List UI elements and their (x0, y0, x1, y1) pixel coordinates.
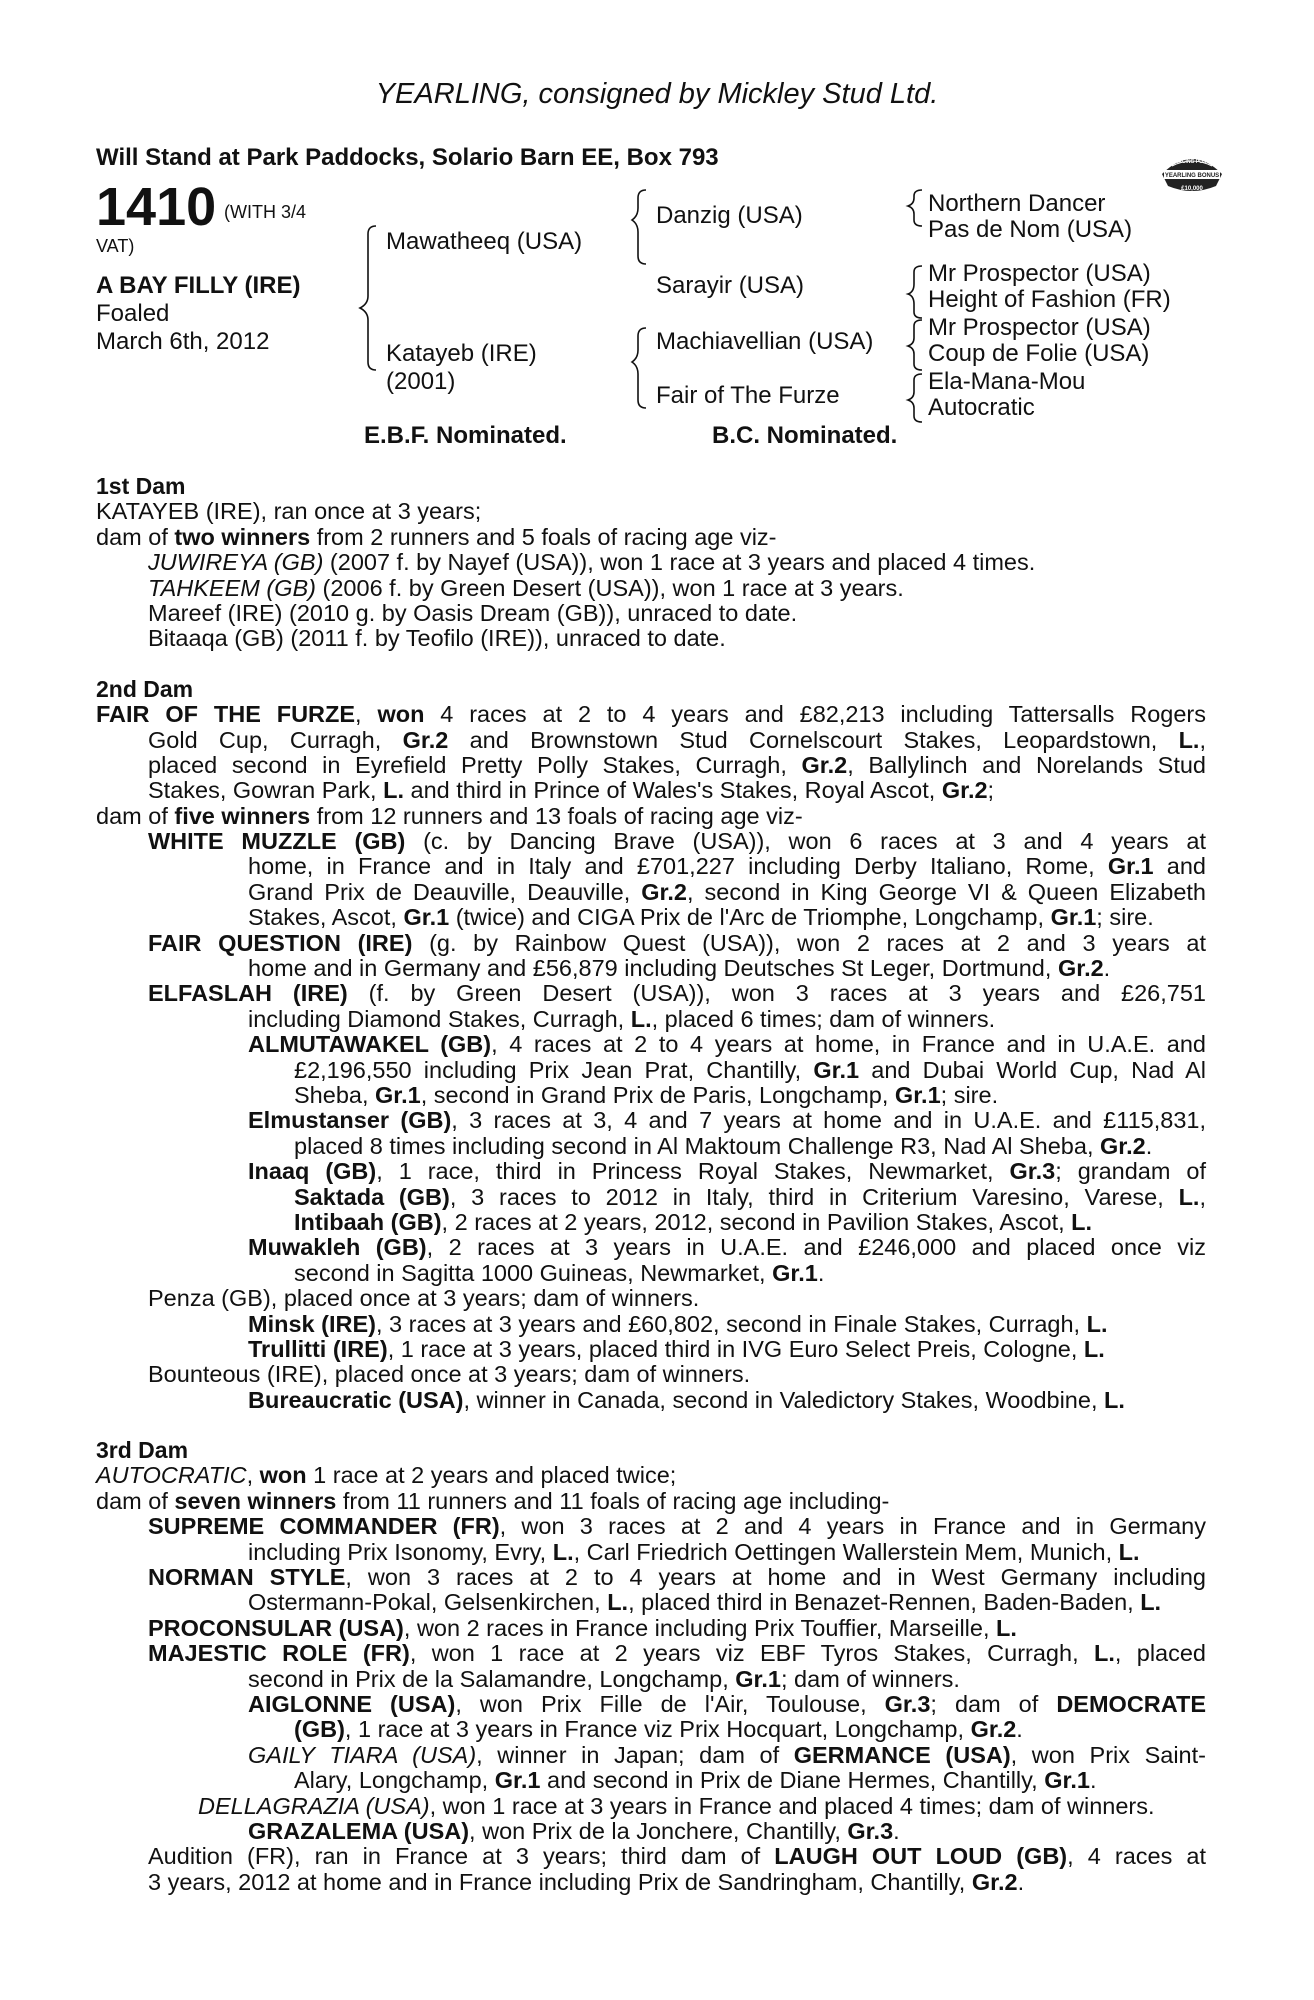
text: dam of (96, 1487, 175, 1514)
minsk-line (96, 1312, 1206, 1337)
text: ; sire. (1096, 904, 1154, 931)
dam-sire-dam: Coup de Folie (USA) (928, 340, 1150, 367)
text-bold: Gr.3 (884, 1690, 931, 1717)
text-bold: Bureaucratic (USA) (248, 1386, 464, 1413)
muwakleh-line (96, 1261, 1206, 1286)
third-dam-title: 3rd Dam (96, 1437, 189, 1464)
text-bold: L. (1071, 1208, 1093, 1235)
text: 1 race at 2 years and placed twice; (306, 1462, 677, 1489)
supreme-commander-line (96, 1540, 1206, 1565)
text-bold: Gr.2 (941, 777, 988, 804)
text: , 1 race, third in Princess Royal Stakes, Newmarket, (376, 1158, 1010, 1185)
text: , won 1 race at 3 years in France and placed 4 times; dam of winners. (429, 1792, 1155, 1819)
text: ; (987, 777, 995, 804)
text: including Diamond Stakes, Curragh, (248, 1005, 631, 1032)
first-dam-title: 1st Dam (96, 473, 186, 499)
majestic-role-line (96, 1641, 1206, 1666)
text-bold: L. (607, 1589, 629, 1616)
text-bold: L. (996, 1614, 1017, 1641)
text-bold: Gr.1 (735, 1665, 781, 1692)
text-bold: Inaaq (GB) (248, 1158, 377, 1185)
text: and second in Prix de Diane Hermes, Chantilly, (540, 1767, 1045, 1794)
vat-note-line1: (WITH 3/4 (224, 202, 307, 222)
text-bold: Minsk (IRE) (248, 1310, 376, 1337)
white-muzzle-line (96, 880, 1206, 905)
text-bold: Gr.1 (1050, 904, 1097, 931)
first-dam-line: KATAYEB (IRE), ran once at 3 years; (96, 498, 482, 525)
text-bold: Gr.2 (1057, 955, 1104, 982)
text-bold: Gr.1 (494, 1767, 541, 1794)
text: (2007 f. by Nayef (USA)), won 1 race at 3 years and placed 4 times. (323, 549, 1036, 576)
text: , 2 races at 2 years, 2012, second in Pavilion Stakes, Ascot, (441, 1208, 1072, 1235)
sire-sire-dam: Pas de Nom (USA) (928, 216, 1133, 243)
text: dam of (96, 802, 175, 829)
offspring-tahkeem (96, 576, 1206, 601)
supreme-commander-line (96, 1514, 1206, 1539)
text: home and in Germany and £56,879 including Deutsches St Leger, Dortmund, (248, 955, 1058, 982)
white-muzzle-line (96, 829, 1206, 854)
text: , 1 race at 3 years in France viz Prix Hocquart, Longchamp, (344, 1716, 971, 1743)
text: , won 3 races at 2 to 4 years at home and in West Germany including (345, 1564, 1206, 1591)
catalogue-body (96, 474, 1206, 1895)
text: , Carl Friedrich Oettingen Wallerstein Mem, Munich, (573, 1538, 1119, 1565)
text: . (1089, 1767, 1097, 1794)
text-bold: GERMANCE (USA) (793, 1741, 1011, 1768)
text: Sheba, (294, 1081, 376, 1108)
text-italic: TAHKEEM (GB) (148, 574, 316, 601)
text: dam of (96, 523, 175, 550)
text: and Brownstown Stud Cornelscourt Stakes, Leopardstown, (448, 726, 1179, 753)
text-bold: Gr.2 (402, 726, 449, 753)
norman-style-line (96, 1590, 1206, 1615)
second-dam-line (96, 702, 1206, 727)
text: Stakes, Ascot, (248, 904, 404, 931)
aiglonne-line (96, 1717, 1206, 1742)
dam-dam-sire: Ela-Mana-Mou (928, 368, 1086, 395)
muwakleh-line (96, 1235, 1206, 1260)
gaily-tiara-line (96, 1743, 1206, 1768)
saktada-line (96, 1185, 1206, 1210)
text: Audition (FR), ran in France at 3 years; third dam of (148, 1843, 775, 1870)
text: placed second in Eyrefield Pretty Polly Stakes, Curragh, (148, 751, 802, 778)
text-bold: Gr.1 (1107, 853, 1154, 880)
lot-number: 1410 (96, 177, 217, 237)
text: ; dam of (930, 1690, 1057, 1717)
text: including Prix Isonomy, Evry, (248, 1538, 553, 1565)
offspring-juwireya (96, 550, 1206, 575)
text: . (817, 1259, 825, 1286)
text: Ostermann-Pokal, Gelsenkirchen, (248, 1589, 608, 1616)
dam-year: (2001) (386, 368, 456, 395)
text-bold: Gr.2 (641, 878, 687, 905)
text: second in Sagitta 1000 Guineas, Newmarket, (294, 1259, 773, 1286)
text-bold: PROCONSULAR (USA) (148, 1614, 404, 1641)
text: , won 3 races at 2 and 4 years in France and in Germany (499, 1513, 1207, 1540)
text: . (1103, 955, 1111, 982)
text-bold: L. (552, 1538, 574, 1565)
text: , 4 races at (1067, 1843, 1206, 1870)
text-bold: Gr.2 (971, 1868, 1018, 1895)
text-bold: ELFASLAH (IRE) (148, 980, 348, 1007)
proconsular-line (96, 1616, 1206, 1641)
text-bold: two winners (174, 523, 311, 550)
text: , won Prix Fille de l'Air, Toulouse, (455, 1690, 885, 1717)
text: , 3 races at 3, 4 and 7 years at home and in U.A.E. and £115,831, (451, 1107, 1206, 1134)
text-bold: L. (383, 777, 404, 804)
text: , placed third in Benazet-Rennen, Baden-Baden, (628, 1589, 1141, 1616)
second-dam-title: 2nd Dam (96, 675, 194, 702)
badge-mid-text: YEARLING BONUS (1164, 173, 1220, 179)
text: , won Prix Saint- (1010, 1741, 1206, 1768)
text-bold: won (259, 1462, 307, 1489)
white-muzzle-line (96, 905, 1206, 930)
text: , 3 races at 3 years and £60,802, second in Finale Stakes, Curragh, (375, 1310, 1087, 1337)
text: . (1016, 1716, 1023, 1743)
offspring-bitaaqa: Bitaaqa (GB) (2011 f. by Teofilo (IRE)), unraced to date. (148, 625, 726, 652)
text-bold: FAIR QUESTION (IRE) (148, 929, 413, 956)
text: (twice) and CIGA Prix de l'Arc de Triomphe, Longchamp, (449, 904, 1051, 931)
text: , (246, 1462, 260, 1489)
text: Stakes, Gowran Park, (148, 777, 384, 804)
almutawakel-line (96, 1032, 1206, 1057)
text-italic: DELLAGRAZIA (USA) (198, 1792, 430, 1819)
penza-line: Penza (GB), placed once at 3 years; dam of winners. (148, 1285, 700, 1312)
text: (f. by Green Desert (USA)), won 3 races at 3 years and £26,751 (347, 980, 1206, 1007)
text: (c. by Dancing Brave (USA)), won 6 races at 3 and 4 years at (405, 828, 1206, 855)
text-bold: seven winners (174, 1487, 337, 1514)
text-bold: NORMAN STYLE (148, 1564, 346, 1591)
almutawakel-line (96, 1083, 1206, 1108)
text-italic: GAILY TIARA (USA) (248, 1741, 477, 1768)
ebf-nominated: E.B.F. Nominated. (364, 422, 567, 449)
text: . (893, 1817, 900, 1844)
text: , Ballylinch and Norelands Stud (847, 751, 1206, 778)
audition-line (96, 1844, 1206, 1869)
text-bold: L. (1178, 726, 1200, 753)
text-bold: Saktada (GB) (294, 1183, 450, 1210)
text-bold: L. (1104, 1386, 1125, 1413)
fair-question-line (96, 956, 1206, 981)
text-bold: DEMOCRATE (1056, 1690, 1207, 1717)
text-bold: Trullitti (IRE) (248, 1335, 388, 1362)
text-bold: Gr.2 (970, 1716, 1017, 1743)
dam-sire: Machiavellian (USA) (656, 328, 874, 355)
text-bold: Gr.3 (1009, 1158, 1056, 1185)
bounteous-line: Bounteous (IRE), placed once at 3 years; dam of winners. (148, 1361, 751, 1388)
text: (g. by Rainbow Quest (USA)), won 2 races at 2 and 3 years at (412, 929, 1206, 956)
badge-top-text: RACING POST (1174, 159, 1210, 165)
text-bold: L. (1083, 1335, 1105, 1362)
elfaslah-line (96, 981, 1206, 1006)
text: , placed 6 times; dam of winners. (651, 1005, 996, 1032)
foaled-label: Foaled (96, 300, 170, 327)
text-bold: LAUGH OUT LOUD (GB) (774, 1843, 1068, 1870)
first-dam-produce-summary (96, 525, 1206, 550)
text: , 3 races to 2012 in Italy, third in Criterium Varesino, Varese, (449, 1183, 1179, 1210)
dellagrazia-line (96, 1794, 1206, 1819)
text-italic: AUTOCRATIC (96, 1462, 247, 1489)
text: , 1 race at 3 years, placed third in IVG Euro Select Preis, Cologne, (387, 1335, 1084, 1362)
text-bold: ALMUTAWAKEL (GB) (248, 1031, 492, 1058)
text: and third in Prince of Wales's Stakes, Royal Ascot, (403, 777, 942, 804)
text: , won 2 races in France including Prix Touffier, Marseille, (403, 1614, 997, 1641)
text-bold: Intibaah (GB) (294, 1208, 442, 1235)
trullitti-line (96, 1337, 1206, 1362)
second-dam-line (96, 753, 1206, 778)
grazalema-line (96, 1819, 1206, 1844)
sire-dam-sire: Mr Prospector (USA) (928, 260, 1151, 287)
text: , second in Grand Prix de Paris, Longchamp, (420, 1081, 895, 1108)
text: second in Prix de la Salamandre, Longchamp, (248, 1665, 736, 1692)
text-bold: Gr.1 (403, 904, 450, 931)
intibaah-line (96, 1210, 1206, 1235)
text: , 2 races at 3 years in U.A.E. and £246,000 and placed once viz (426, 1234, 1206, 1261)
text: £2,196,550 including Prix Jean Prat, Chantilly, (294, 1056, 814, 1083)
gaily-tiara-line (96, 1768, 1206, 1793)
bureaucratic-line (96, 1388, 1206, 1413)
text: from 2 runners and 5 foals of racing age viz- (310, 523, 777, 550)
text: ; dam of winners. (781, 1665, 960, 1692)
text-bold: Gr.2 (801, 751, 848, 778)
dam: Katayeb (IRE) (386, 340, 537, 367)
second-dam-line (96, 728, 1206, 753)
elmustanser-line (96, 1134, 1206, 1159)
fair-question-line (96, 931, 1206, 956)
text: 4 races at 2 to 4 years and £82,213 including Tattersalls Rogers (424, 701, 1207, 728)
text: (2006 f. by Green Desert (USA)), won 1 race at 3 years. (316, 574, 904, 601)
audition-line (96, 1870, 1206, 1895)
norman-style-line (96, 1565, 1206, 1590)
elmustanser-line (96, 1108, 1206, 1133)
almutawakel-line (96, 1058, 1206, 1083)
sire-sire: Danzig (USA) (656, 202, 803, 229)
text: home, in France and in Italy and £701,227 including Derby Italiano, Rome, (248, 853, 1108, 880)
text: , winner in Canada, second in Valedictory Stakes, Woodbine, (463, 1386, 1105, 1413)
text-bold: MAJESTIC ROLE (FR) (148, 1640, 410, 1667)
text-bold: Gr.3 (847, 1817, 894, 1844)
text: Grand Prix de Deauville, Deauville, (248, 878, 642, 905)
text-bold: GRAZALEMA (USA) (248, 1817, 470, 1844)
dam-dam: Fair of The Furze (656, 382, 840, 409)
text: , won Prix de la Jonchere, Chantilly, (469, 1817, 848, 1844)
text-italic: JUWIREYA (GB) (148, 549, 324, 576)
foaled-date: March 6th, 2012 (96, 328, 270, 355)
sire: Mawatheeq (USA) (386, 228, 583, 255)
text-bold: Gr.1 (813, 1056, 860, 1083)
text: , 4 races at 2 to 4 years at home, in France and in U.A.E. and (491, 1031, 1206, 1058)
text-bold: Gr.1 (1044, 1767, 1090, 1794)
aiglonne-line (96, 1692, 1206, 1717)
text-bold: L. (1118, 1538, 1140, 1565)
text: . (1017, 1868, 1025, 1895)
bc-nominated: B.C. Nominated. (712, 422, 898, 449)
text: , placed (1114, 1640, 1206, 1667)
white-muzzle-line (96, 854, 1206, 879)
text-bold: Muwakleh (GB) (248, 1234, 427, 1261)
page-header: YEARLING, consigned by Mickley Stud Ltd. (375, 78, 939, 110)
offspring-mareef: Mareef (IRE) (2010 g. by Oasis Dream (GB)), unraced to date. (148, 599, 798, 626)
dam-dam-dam: Autocratic (928, 394, 1035, 421)
text-bold: WHITE MUZZLE (GB) (148, 828, 406, 855)
second-dam-line (96, 778, 1206, 803)
elfaslah-line (96, 1007, 1206, 1032)
sire-sire-sire: Northern Dancer (928, 190, 1106, 217)
text-bold: five winners (174, 802, 311, 829)
sire-dam-dam: Height of Fashion (FR) (928, 286, 1171, 313)
second-dam-produce-summary (96, 804, 1206, 829)
text-bold: Gr.1 (772, 1259, 818, 1286)
text-bold: L. (1093, 1640, 1115, 1667)
horse-name: A BAY FILLY (IRE) (96, 272, 301, 299)
dam-sire-sire: Mr Prospector (USA) (928, 314, 1151, 341)
text-bold: L. (1178, 1183, 1200, 1210)
text: from 12 runners and 13 foals of racing age viz- (310, 802, 803, 829)
text: , second in King George VI & Queen Elizabeth (686, 878, 1207, 905)
text: and Dubai World Cup, Nad Al (859, 1056, 1207, 1083)
text: , (1199, 726, 1206, 753)
text: Alary, Longchamp, (294, 1767, 495, 1794)
majestic-role-line (96, 1667, 1206, 1692)
text-bold: won (377, 701, 425, 728)
text-bold: (GB) (294, 1716, 345, 1743)
text-bold: AIGLONNE (USA) (248, 1690, 456, 1717)
text: ; grandam of (1055, 1158, 1206, 1185)
text: 3 years, 2012 at home and in France including Prix de Sandringham, Chantilly, (148, 1868, 972, 1895)
text: and (1153, 853, 1206, 880)
text-bold: Gr.1 (894, 1081, 941, 1108)
text: ; sire. (940, 1081, 999, 1108)
badge-bottom-text: £10,000 (1181, 186, 1203, 192)
text-bold: L. (630, 1005, 652, 1032)
third-dam-line (96, 1463, 1206, 1488)
text: , (355, 701, 378, 728)
text: placed 8 times including second in Al Maktoum Challenge R3, Nad Al Sheba, (294, 1132, 1100, 1159)
text-bold: SUPREME COMMANDER (FR) (148, 1513, 500, 1540)
text-bold: Gr.1 (375, 1081, 421, 1108)
text-bold: L. (1140, 1589, 1162, 1616)
text: . (1145, 1132, 1153, 1159)
inaaq-line (96, 1159, 1206, 1184)
vat-note-line2: VAT) (96, 236, 135, 256)
text: , winner in Japan; dam of (476, 1741, 794, 1768)
stand-location: Will Stand at Park Paddocks, Solario Barn EE, Box 793 (96, 144, 719, 171)
sire-dam: Sarayir (USA) (656, 272, 805, 299)
third-dam-produce-summary (96, 1489, 1206, 1514)
text: , won 1 race at 2 years viz EBF Tyros Stakes, Curragh, (409, 1640, 1094, 1667)
text-bold: FAIR OF THE FURZE (96, 701, 356, 728)
text-bold: L. (1086, 1310, 1108, 1337)
text: , (1199, 1183, 1206, 1210)
text: Gold Cup, Curragh, (148, 726, 403, 753)
text: from 11 runners and 11 foals of racing age including- (336, 1487, 890, 1514)
text-bold: Elmustanser (GB) (248, 1107, 452, 1134)
text-bold: Gr.2 (1100, 1132, 1146, 1159)
